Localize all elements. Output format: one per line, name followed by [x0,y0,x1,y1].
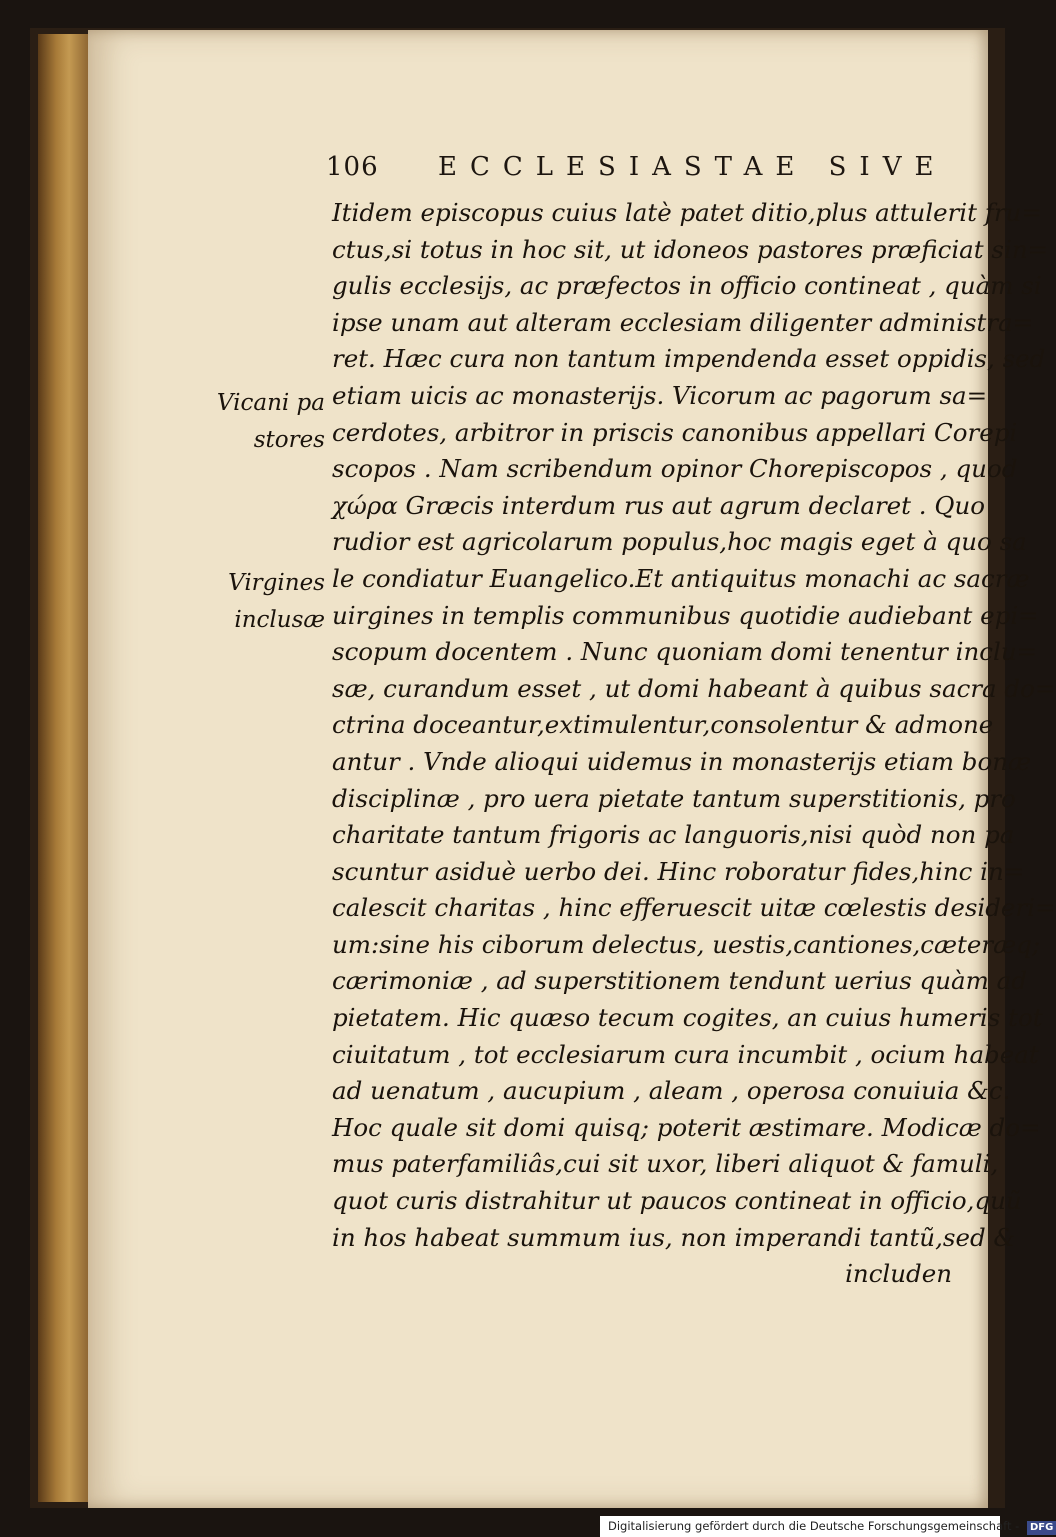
credit-text: Digitalisierung gefördert durch die Deutsche Forschungsgemeinschaft - [608,1519,1020,1533]
dfg-logo: DFG [1027,1521,1056,1535]
text-line: mus paterfamiliâs,cui sit uxor, liberi aliquot & famuli, [332,1149,999,1179]
text-line: cærimoniæ , ad superstitionem tendunt uerius quàm ad [332,966,1027,996]
page-header [326,152,947,192]
margin-note-virgines [185,565,325,638]
text-line: quot curis distrahitur ut paucos contineat in officio,quũ [332,1186,1022,1216]
text-line: ciuitatum , tot ecclesiarum cura incumbit , ocium habeat [332,1039,1039,1069]
main-text-block [332,195,1056,1293]
margin-note-line: stores [253,426,325,453]
text-line: scopum docentem . Nunc quoniam domi tenentur inclu= [332,637,1038,667]
text-line: Hoc quale sit domi quisq; poterit æstimare. Modicæ do= [332,1112,1041,1142]
text-line: ipse unam aut alteram ecclesiam diligenter administra= [332,307,1034,337]
text-line: um:sine his ciborum delectus, uestis,cantiones,cæteræq; [332,929,1041,959]
text-line: in hos habeat summum ius, non imperandi tantũ,sed & [332,1222,1016,1252]
text-line: pietatem. Hic quæso tecum cogites, an cuius humeris tot [332,1003,1043,1033]
text-line: ret. Hæc cura non tantum impendenda esset oppidis, sed [332,344,1046,374]
text-line: rudior est agricolarum populus,hoc magis eget à quo sa [332,527,1027,557]
text-line: includen [845,1259,952,1289]
text-line: χώρα Græcis interdum rus aut agrum declaret . Quo [332,490,985,520]
margin-note-vicani [185,385,325,458]
text-line: ad uenatum , aucupium , aleam , operosa conuiuia &c. [332,1076,1011,1106]
page-edges-gilt [38,34,90,1502]
margin-note-line: Virgines [228,570,325,596]
text-line: cerdotes, arbitror in priscis canonibus appellari Corepi [332,417,1018,447]
margin-note-line: inclusæ [234,606,325,633]
text-line: calescit charitas , hinc efferuescit uitæ cœlestis desideri= [332,893,1056,923]
text-line: gulis ecclesijs, ac præfectos in officio contineat , quàm si [332,271,1042,301]
text-line: disciplinæ , pro uera pietate tantum superstitionis, pro [332,783,1016,813]
text-line: ctus,si totus in hoc sit, ut idoneos pastores præficiat sin= [332,234,1049,264]
text-line: Itidem episcopus cuius latè patet ditio,plus attulerit fru= [332,198,1042,227]
digitization-credit [600,1516,1054,1537]
text-line: antur . Vnde alioqui uidemus in monasterijs etiam bonæ [332,746,1032,776]
margin-note-line: Vicani pa [216,390,325,416]
running-title: ECCLESIASTAE SIVE [438,152,947,182]
text-line: scopos . Nam scribendum opinor Chorepiscopos , quod [332,454,1018,484]
text-line: charitate tantum frigoris ac languoris,nisi quòd non pa [332,820,1015,850]
text-line: uirgines in templis communibus quotidie audiebant epi= [332,600,1039,630]
text-line: sæ, curandum esset , ut domi habeant à quibus sacra do= [332,673,1056,703]
folio-number: 106 [326,152,379,182]
text-line: scuntur asiduè uerbo dei. Hinc roboratur fides,hinc in= [332,856,1025,886]
text-line: etiam uicis ac monasterijs. Vicorum ac pagorum sa= [332,380,988,410]
text-line: le condiatur Euangelico.Et antiquitus monachi ac sacræ [332,563,1030,593]
text-line: ctrina doceantur,extimulentur,consolentur & admone [332,710,994,740]
